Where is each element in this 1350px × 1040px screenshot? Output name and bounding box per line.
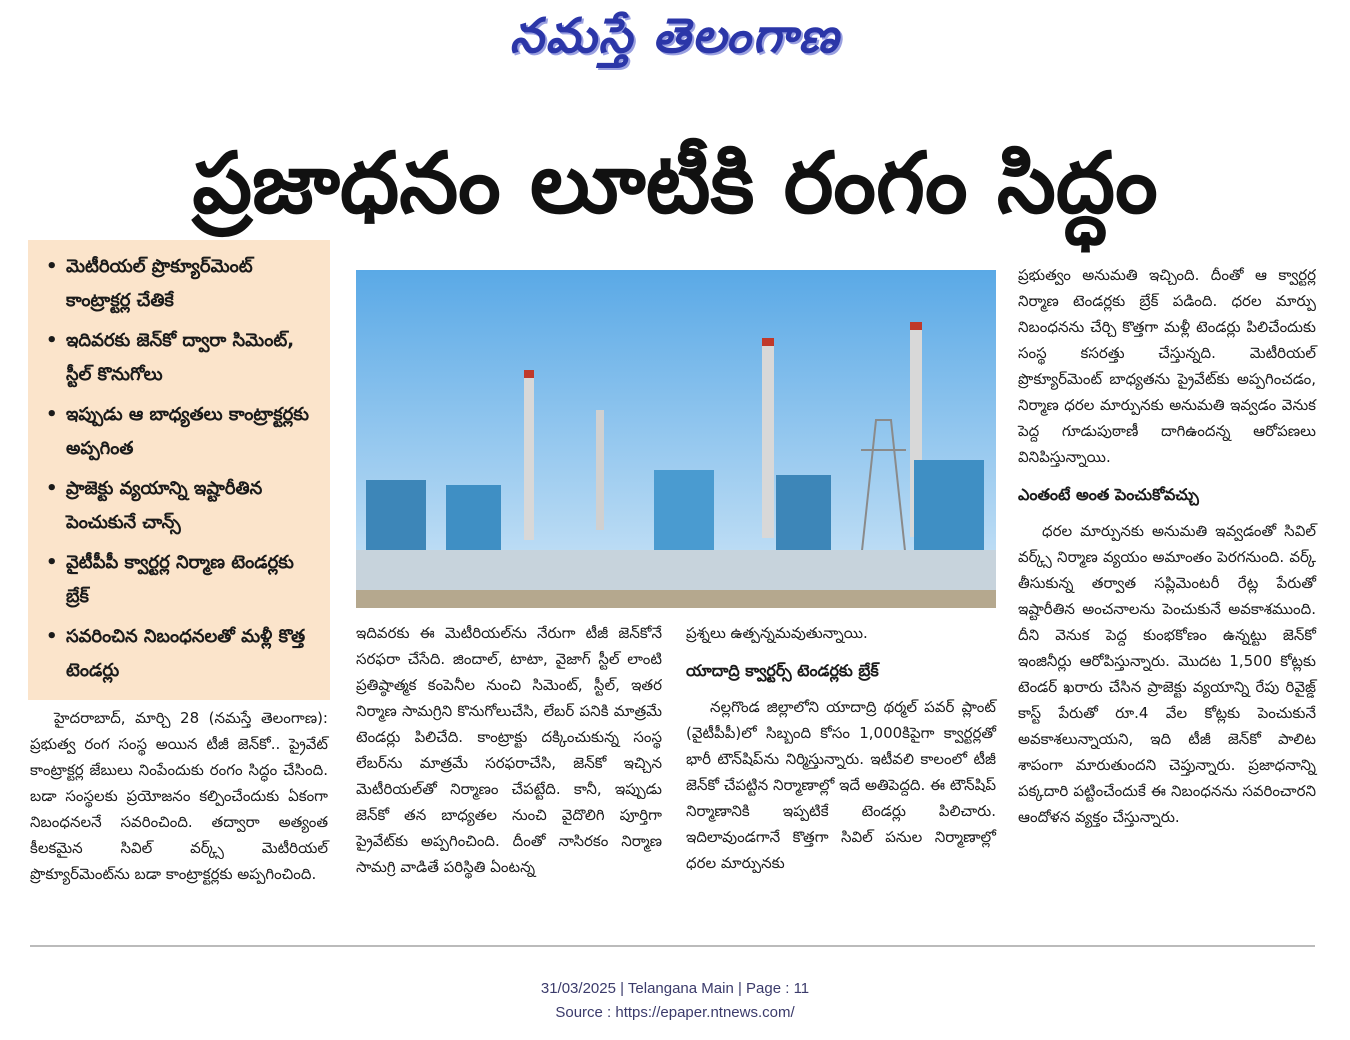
highlight-item [46,620,320,688]
bullet-icon: • [46,256,58,277]
highlight-item [46,250,320,318]
newspaper-logo: నమస్తే తెలంగాణ [509,8,841,64]
highlight-text: ప్రాజెక్టు వ్యయాన్ని ఇష్టారీతిన పెంచుకునే చాన్స్ [66,478,263,533]
highlight-item [46,472,320,540]
footer-source-line[interactable]: Source : https://epaper.ntnews.com/ [555,1004,795,1021]
subheading: యాదాద్రి క్వార్టర్స్ టెండర్లకు బ్రేక్ [686,661,879,680]
highlight-text: ఇప్పుడు ఆ బాధ్యతలు కాంట్రాక్టర్లకు అప్పగింత [66,404,309,459]
bullet-icon: • [46,552,58,573]
article-column-2 [356,620,662,880]
highlight-text: వైటీపీపీ క్వార్టర్ల నిర్మాణ టెండర్లకు బ్రేక్ [66,552,294,607]
divider [30,945,1315,947]
paragraph: నల్లగొండ జిల్లాలోని యాదాద్రి థర్మల్ పవర్ ప్లాంట్ (వైటీపీపీ)లో సిబ్బంది కోసం 1,000కిపైగా క్వార్టర్లతో భారీ టౌన్‌షిప్‌ను నిర్మిస్తున్నారు. ఇటీవలి కాలంలో టీజీ జెన్‌కో చేపట్టిన నిర్మాణాల్లో ఇదే అతిపెద్దది. ఈ టౌన్‌షిప్ నిర్మాణానికి ఇప్పటికే టెండర్లు పిలిచారు. ఇదిలావుండగానే కొత్తగా సివిల్ పనుల నిర్మాణాల్లో ధరల మార్పునకు [686,698,996,872]
paragraph: ఇదివరకు ఈ మెటీరియల్‌ను నేరుగా టీజీ జెన్‌కోనే సరఫరా చేసేది. జిందాల్, టాటా, వైజాగ్ స్టీల్ లాంటి ప్రతిష్ఠాత్మక కంపెనీల నుంచి సిమెంట్, స్టీల్, ఇతర నిర్మాణ సామగ్రిని కొనుగోలుచేసి, లేబర్ పనికి మాత్రమే టెండర్లు పిలిచేది. కాంట్రాక్టు దక్కించుకున్న సంస్థ లేబర్‌ను మాత్రమే సరఫరాచేసి, జెన్‌కో ఇచ్చిన మెటీరియల్‌తో నిర్మాణం చేపట్టేది. కానీ, ఇప్పుడు జెన్‌కో తన బాధ్యతల నుంచి వైదొలిగి పూర్తిగా ప్రైవేట్‌కు అప్పగించింది. దీంతో నాసిరకం నిర్మాణ సామగ్రి వాడితే పరిస్థితి ఏంటన్న [356,624,662,876]
footer-date-line: 31/03/2025 | Telangana Main | Page : 11 [540,980,810,997]
power-plant-photo [356,270,996,608]
highlights-box [28,240,330,700]
paragraph: హైదరాబాద్, మార్చి 28 (నమస్తే తెలంగాణ): ప్రభుత్వ రంగ సంస్థ అయిన టీజీ జెన్‌కో.. ప్రైవేట్ కాంట్రాక్టర్ల జేబులు నింపేందుకు రంగం సిద్ధం చేసింది. బడా సంస్థలకు ప్రయోజనం కల్పించేందుకు ఏకంగా నిబంధనలనే సవరించింది. తద్వారా అత్యంత కీలకమైన సివిల్ వర్క్స్ మెటీరియల్ ప్రొక్యూర్‌మెంట్‌ను బడా కాంట్రాక్టర్లకు అప్పగించింది. [30,709,328,883]
power-plant-illustration [356,270,996,608]
subheading: ఎంతంటే అంత పెంచుకోవచ్చు [1018,485,1199,504]
bullet-icon: • [46,478,58,499]
article-column-4 [1018,262,1316,830]
headline: ప్రజాధనం లూటీకి రంగం సిద్ధం [192,134,1158,232]
highlight-text: సవరించిన నిబంధనలతో మళ్లీ కొత్త టెండర్లు [66,626,306,681]
footer [0,977,1350,1025]
bullet-icon: • [46,330,58,351]
bullet-icon: • [46,404,58,425]
highlight-text: ఇదివరకు జెన్‌కో ద్వారా సిమెంట్, స్టీల్ కొనుగోలు [66,330,295,385]
article-column-3 [686,620,996,876]
bullet-icon: • [46,626,58,647]
paragraph: ధరల మార్పునకు అనుమతి ఇవ్వడంతో సివిల్ వర్క్స్ నిర్మాణ వ్యయం అమాంతం పెరగనుంది. వర్క్ తీసుకున్న తర్వాత సప్లిమెంటరీ రేట్ల పేరుతో ఇష్టారీతిన అంచనాలను పెంచుకునే అవకాశముంది. దీని వెనుక పెద్ద కుంభకోణం ఉన్నట్టు జెన్‌కో ఇంజినీర్లు ఆరోపిస్తున్నారు. మొదట 1,500 కోట్లకు టెండర్ ఖరారు చేసిన ప్రాజెక్టు వ్యయాన్ని రేపు రివైజ్డ్ కాస్ట్ పేరుతో రూ.4 వేల కోట్లకు పెంచుకునే అవకాశలున్నాయని, ఇది టీజీ జెన్‌కో పాలిట శాపంగా మారుతుందని చెప్తున్నారు. ప్రజాధనాన్ని పక్కదారి పట్టించేందుకే ఈ నిబంధనను సవరించారని ఆందోళన వ్యక్తం చేస్తున్నారు. [1018,522,1316,826]
highlight-item [46,398,320,466]
highlight-text: మెటీరియల్ ప్రొక్యూర్‌మెంట్ కాంట్రాక్టర్ల చేతికే [66,256,253,311]
highlight-item [46,324,320,392]
paragraph: ప్రశ్నలు ఉత్పన్నమవుతున్నాయి. [686,624,868,642]
article-column-1 [30,705,328,887]
highlight-item [46,546,320,614]
masthead [0,0,1350,80]
paragraph: ప్రభుత్వం అనుమతి ఇచ్చింది. దీంతో ఆ క్వార్టర్ల నిర్మాణ టెండర్లకు బ్రేక్ పడింది. ధరల మార్పు నిబంధనను చేర్చి కొత్తగా మళ్లీ టెండర్లు పిలిచేందుకు సంస్థ కసరత్తు చేస్తున్నది. మెటీరియల్ ప్రొక్యూర్‌మెంట్ బాధ్యతను ప్రైవేట్‌కు అప్పగించడం, నిర్మాణ ధరల మార్పునకు అనుమతి ఇవ్వడం వెనుక పెద్ద గూడుపుఠాణీ దాగిఉందన్న ఆరోపణలు వినిపిస్తున్నాయి. [1018,266,1316,466]
